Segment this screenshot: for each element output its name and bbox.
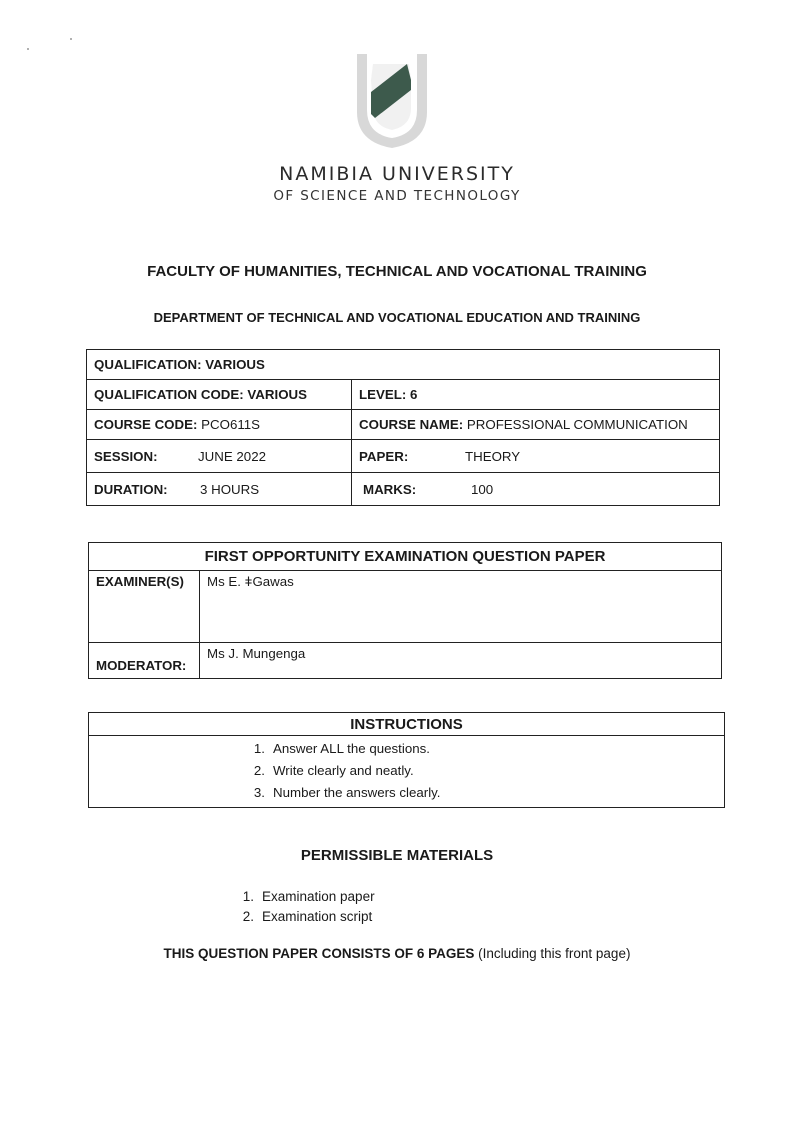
table-row — [89, 571, 722, 643]
materials-list — [230, 887, 375, 927]
item-text: Write clearly and neatly. — [273, 763, 414, 778]
scan-speck — [70, 38, 72, 40]
item-text: Answer ALL the questions. — [273, 741, 430, 756]
page-count-note — [0, 946, 794, 961]
moderator-value: Ms J. Mungenga — [200, 643, 722, 679]
list-item — [241, 738, 724, 760]
session-label: SESSION: — [94, 448, 158, 464]
course-code-value: PCO611S — [201, 417, 261, 432]
exam-title: FIRST OPPORTUNITY EXAMINATION QUESTION PAPER — [89, 543, 722, 571]
page-count-bold: THIS QUESTION PAPER CONSISTS OF 6 PAGES — [163, 946, 475, 961]
instructions-list — [241, 736, 724, 807]
table-row — [89, 543, 722, 571]
examiner-label: EXAMINER(S) — [89, 571, 200, 643]
session-value: JUNE 2022 — [198, 448, 266, 464]
qualification-code-label: QUALIFICATION CODE: — [94, 387, 244, 402]
qualification-label: QUALIFICATION: — [94, 357, 202, 372]
list-item — [241, 760, 724, 782]
table-row — [89, 736, 725, 808]
item-number: 1. — [253, 741, 265, 756]
instructions-table — [88, 712, 725, 808]
examiner-value: Ms E. ǂGawas — [200, 571, 722, 643]
table-row — [87, 410, 720, 440]
table-row — [87, 473, 720, 506]
item-number: 2. — [253, 763, 265, 778]
level-label: LEVEL: — [359, 387, 407, 402]
marks-value: 100 — [471, 481, 494, 497]
session-cell — [87, 440, 352, 473]
item-number: 1. — [242, 889, 254, 904]
instructions-body — [89, 736, 725, 808]
table-row — [89, 713, 725, 736]
course-name-label: COURSE NAME: — [359, 417, 464, 432]
duration-label: DURATION: — [94, 481, 168, 497]
table-row — [89, 643, 722, 679]
faculty-heading: FACULTY OF HUMANITIES, TECHNICAL AND VOCATIONAL TRAINING — [147, 263, 647, 280]
university-name: NAMIBIA UNIVERSITY — [279, 163, 515, 185]
item-text: Number the answers clearly. — [273, 785, 441, 800]
qualification-value: VARIOUS — [205, 357, 265, 372]
marks-cell — [352, 473, 720, 506]
course-code-label: COURSE CODE: — [94, 417, 198, 432]
paper-label: PAPER: — [359, 448, 409, 464]
university-logo — [351, 50, 433, 150]
page-count-normal: (Including this front page) — [478, 946, 631, 961]
table-row — [87, 440, 720, 473]
level-value: 6 — [409, 387, 418, 402]
instructions-title: INSTRUCTIONS — [89, 713, 725, 736]
marks-label: MARKS: — [363, 481, 417, 497]
table-row — [87, 380, 720, 410]
duration-cell — [87, 473, 352, 506]
course-name-value: PROFESSIONAL COMMUNICATION — [466, 417, 688, 432]
paper-cell — [352, 440, 720, 473]
item-number: 3. — [253, 785, 265, 800]
materials-title: PERMISSIBLE MATERIALS — [300, 847, 494, 864]
list-item — [230, 887, 375, 907]
list-item — [241, 782, 724, 804]
qualification-table — [86, 349, 720, 506]
paper-value: THEORY — [465, 448, 521, 464]
duration-value: 3 HOURS — [200, 481, 260, 497]
department-heading: DEPARTMENT OF TECHNICAL AND VOCATIONAL EDUCATION AND TRAINING — [153, 310, 641, 325]
item-text: Examination script — [262, 909, 373, 924]
list-item — [230, 907, 375, 927]
university-subtitle: OF SCIENCE AND TECHNOLOGY — [273, 188, 521, 204]
qualification-code-cell — [87, 380, 352, 410]
level-cell — [352, 380, 720, 410]
scan-speck — [27, 48, 29, 50]
table-row — [87, 350, 720, 380]
moderator-label: MODERATOR: — [89, 643, 200, 679]
item-number: 2. — [242, 909, 254, 924]
examination-table — [88, 542, 722, 679]
course-code-cell — [87, 410, 352, 440]
course-name-cell — [352, 410, 720, 440]
item-text: Examination paper — [262, 889, 375, 904]
qualification-code-value: VARIOUS — [247, 387, 308, 402]
qualification-cell — [87, 350, 720, 380]
